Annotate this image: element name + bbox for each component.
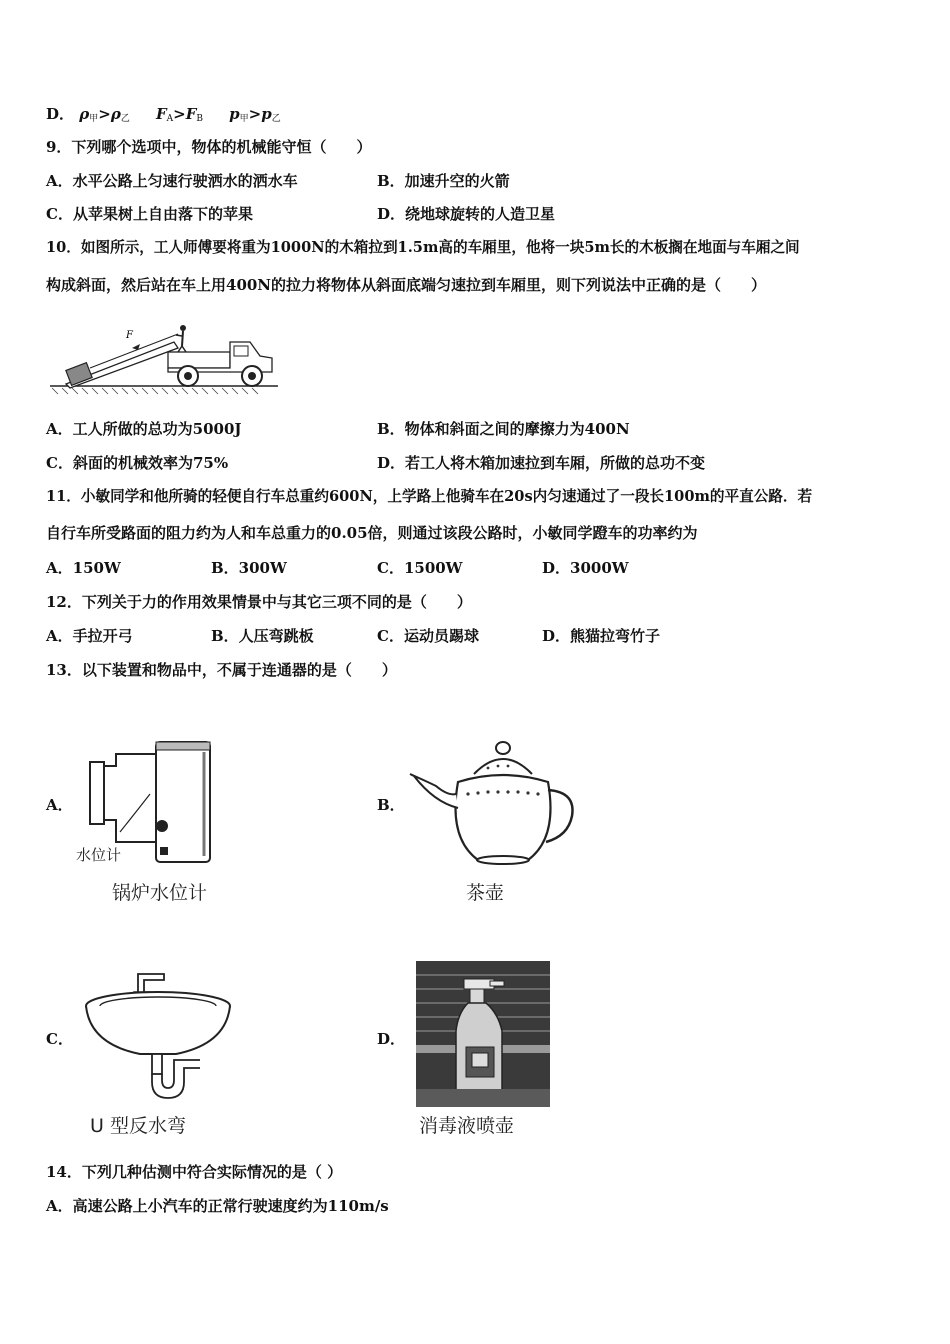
q9-option-d: D．绕地球旋转的人造卫星 [377,205,556,223]
q10-option-b: B．物体和斜面之间的摩擦力为400N [377,420,630,438]
q13-option-d-letter: D． [377,1030,406,1048]
truck-incline-figure [50,318,280,398]
q11-option-c: C．1500W [377,559,463,577]
q13-option-c-letter: C． [46,1030,73,1048]
q13-b-caption: 茶壶 [466,882,505,904]
q12-option-a: A．手拉开弓 [46,627,133,645]
water-gauge-label: 水位计 [76,846,122,864]
q10-option-a: A．工人所做的总功为5000J [46,420,242,438]
q14-option-a: A．高速公路上小汽车的正常行驶速度约为110m/s [46,1197,389,1215]
q13-option-a-letter: A． [46,796,73,814]
q11-stem-line2: 自行车所受路面的阻力约为人和车总重力的0.05倍，则通过该段公路时，小敏同学蹬车的功率约为 [46,524,698,542]
q13-option-b-letter: B． [377,796,405,814]
q9-stem: 9．下列哪个选项中，物体的机械能守恒（ ） [46,138,372,156]
q12-option-d: D．熊猫拉弯竹子 [542,627,661,645]
q10-option-d: D．若工人将木箱加速拉到车厢，所做的总功不变 [377,454,706,472]
q8-option-d: D． $\rho_甲>\rho_乙$ $F_A>F_B$ $p_甲>p_乙$ [46,105,281,124]
q13-d-caption: 消毒液喷壶 [419,1115,515,1137]
force-label: F [126,330,133,341]
q13-a-caption: 锅炉水位计 [112,882,208,904]
q12-option-b: B．人压弯跳板 [211,627,314,645]
sink-u-trap-image [80,966,240,1106]
q12-stem: 12．下列关于力的作用效果情景中与其它三项不同的是（ ） [46,593,472,611]
q9-option-a: A．水平公路上匀速行驶洒水的洒水车 [46,172,298,190]
q14-stem: 14．下列几种估测中符合实际情况的是（ ） [46,1163,343,1181]
q10-stem-line2: 构成斜面，然后站在车上用400N的拉力将物体从斜面底端匀速拉到车厢里，则下列说法中正确的是（ ） [46,276,767,294]
q11-option-a: A．150W [46,559,121,577]
q10-option-c: C．斜面的机械效率为75% [46,454,229,472]
q11-option-d: D．3000W [542,559,629,577]
q9-option-b: B．加速升空的火箭 [377,172,510,190]
q12-option-c: C．运动员踢球 [377,627,479,645]
disinfectant-sprayer-image [416,961,550,1107]
teapot-image [408,738,578,868]
q13-stem: 13．以下装置和物品中，不属于连通器的是（ ） [46,661,397,679]
boiler-water-gauge-image [76,732,221,867]
q11-stem-line1: 11．小敏同学和他所骑的轻便自行车总重约600N，上学路上他骑车在20s内匀速通过了一段长100m的平直公路．若 [46,488,813,505]
q10-stem-line1: 10．如图所示，工人师傅要将重为1000N的木箱拉到1.5m高的车厢里，他将一块5m长的木板搁在地面与车厢之间 [46,239,800,256]
q11-option-b: B．300W [211,559,287,577]
q13-c-caption: U 型反水弯 [90,1115,186,1137]
q9-option-c: C．从苹果树上自由落下的苹果 [46,205,253,223]
